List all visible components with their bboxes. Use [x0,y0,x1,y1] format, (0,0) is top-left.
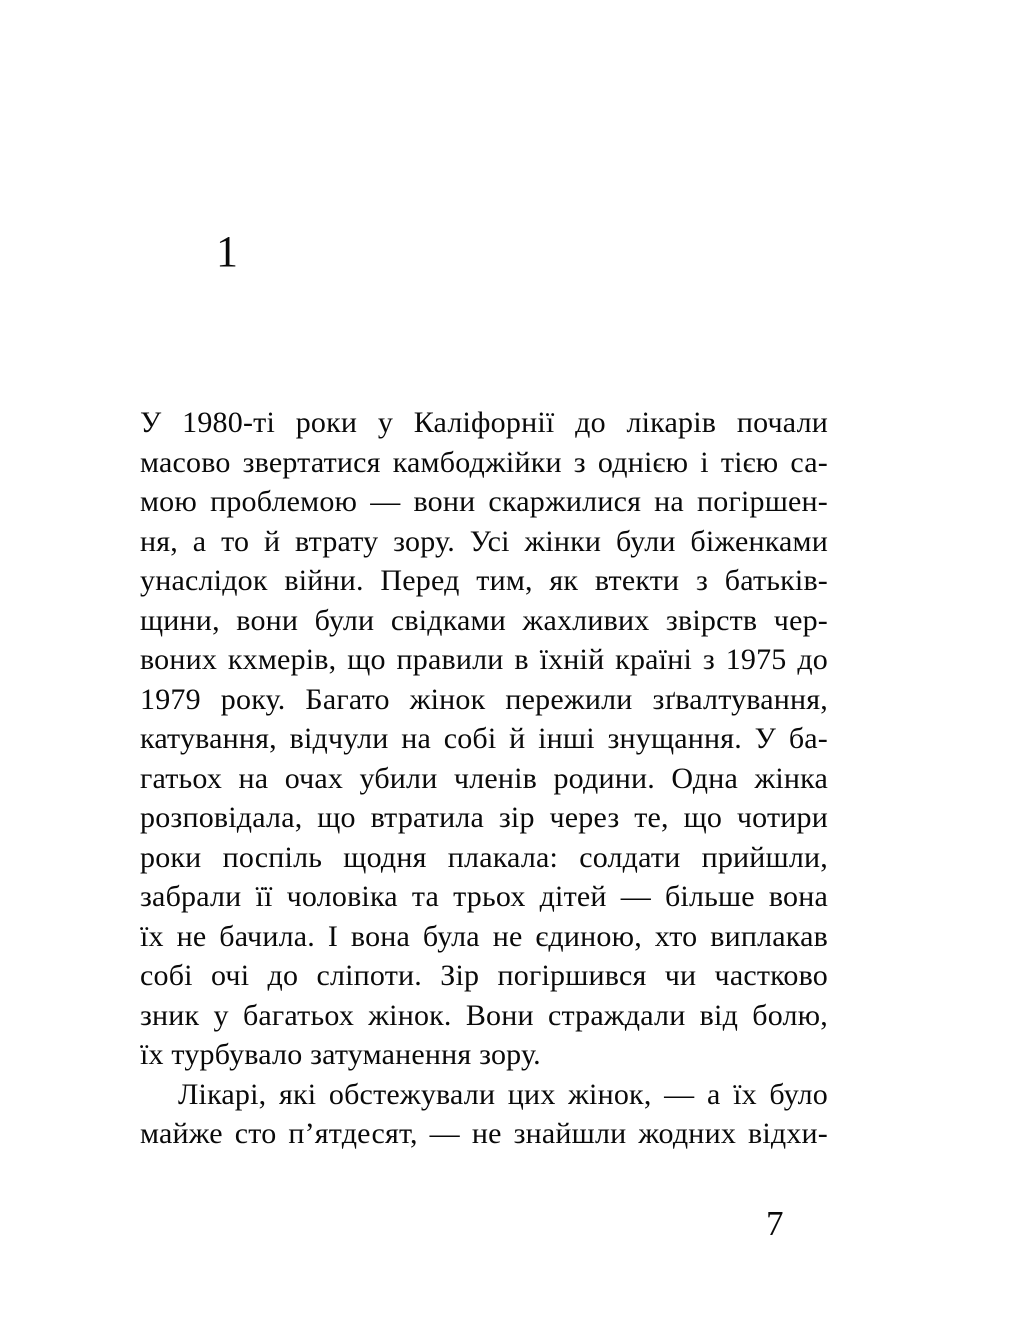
text-line: щини, вони були свідками жахливих звірств чер- [140,603,828,637]
text-line: унаслідок війни. Перед тим, як втекти з батьків- [140,564,828,597]
text-line: майже сто п’ятдесят, — не знайшли жодних відхи- [140,1117,828,1150]
text-line: мою проблемою — вони скаржилися на погіршен- [140,485,828,518]
chapter-number: 1 [216,227,238,276]
text-line: 1979 року. Багато жінок пережили зґвалтування, [140,682,828,716]
text-line: ня, а то й втрату зору. Усі жінки були біженками [140,524,828,558]
text-line: масово звертатися камбоджійки з однією і тією са- [140,445,828,479]
text-line: У 1980-ті роки у Каліфорнії до лікарів почали [140,406,828,439]
text-line: гатьох на очах убили членів родини. Одна жінка [140,761,828,795]
text-line: забрали її чоловіка та трьох дітей — більше вона [140,880,828,913]
page-number: 7 [766,1204,784,1243]
text-line: Лікарі, які обстежували цих жінок, — а їх було [178,1077,828,1111]
text-line: їх не бачила. І вона була не єдиною, хто виплакав [140,919,828,953]
text-line: зник у багатьох жінок. Вони страждали від болю, [140,998,828,1032]
body-text [140,403,828,1154]
text-line: собі очі до сліпоти. Зір погіршився чи частково [140,959,828,992]
text-line: їх турбувало затуманення зору. [140,1038,541,1071]
text-line: розповідала, що втратила зір через те, що чотири [140,801,828,834]
text-line: катування, відчули на собі й інші знущання. У ба- [140,722,828,755]
text-line: роки поспіль щодня плакала: солдати прийшли, [140,840,828,874]
text-line: воних кхмерів, що правили в їхній країні з 1975 до [140,643,828,676]
